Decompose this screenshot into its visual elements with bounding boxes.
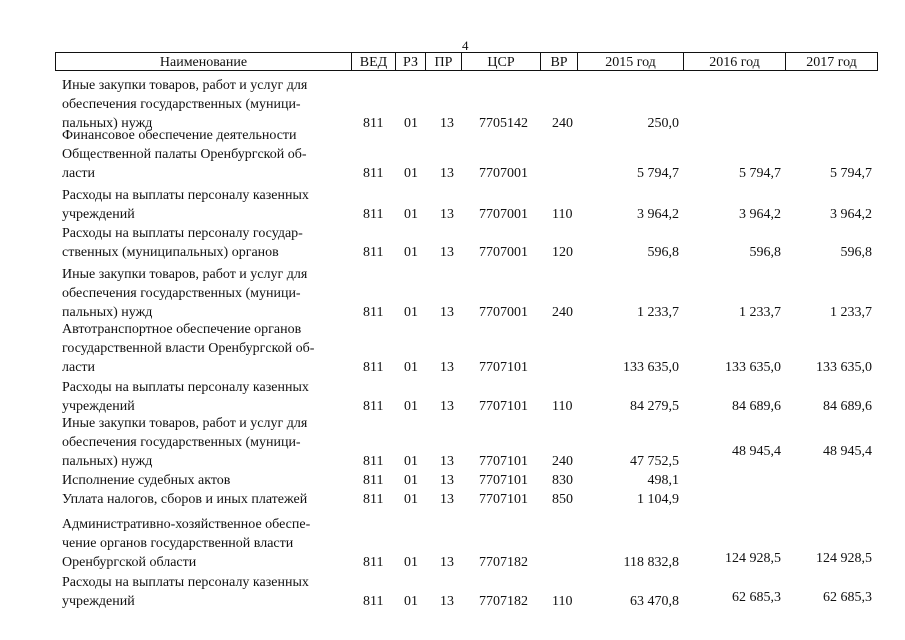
cell-csr: 7707001: [479, 305, 528, 320]
row-name-line: ласти: [62, 360, 96, 375]
cell-v2017: 596,8: [840, 245, 872, 260]
header-2017: 2017 год: [786, 53, 878, 71]
cell-vr: 850: [552, 492, 573, 507]
cell-ved: 811: [363, 555, 384, 570]
cell-v2017: 62 685,3: [823, 590, 872, 605]
cell-v2015: 5 794,7: [637, 166, 679, 181]
cell-v2016: 5 794,7: [739, 166, 781, 181]
cell-v2015: 47 752,5: [630, 454, 679, 469]
table-row: [0, 186, 905, 224]
cell-v2015: 596,8: [647, 245, 679, 260]
cell-pr: 13: [440, 492, 454, 507]
row-name-line: государственной власти Оренбургской об-: [62, 341, 315, 356]
cell-vr: 110: [552, 594, 573, 609]
row-name-line: Исполнение судебных актов: [62, 473, 231, 488]
cell-v2015: 498,1: [647, 473, 679, 488]
row-name: [62, 515, 347, 572]
row-name: [62, 490, 347, 509]
page-number: 4: [462, 38, 469, 53]
table-row: [0, 320, 905, 377]
cell-csr: 7707001: [479, 166, 528, 181]
cell-csr: 7707101: [479, 454, 528, 469]
cell-v2017: 124 928,5: [816, 551, 872, 566]
cell-pr: 13: [440, 555, 454, 570]
cell-v2015: 250,0: [647, 116, 679, 131]
cell-ved: 811: [363, 473, 384, 488]
cell-pr: 13: [440, 360, 454, 375]
cell-ved: 811: [363, 166, 384, 181]
cell-vr: 110: [552, 207, 573, 222]
cell-rz: 01: [404, 555, 418, 570]
cell-vr: 830: [552, 473, 573, 488]
row-name-line: обеспечения государственных (муници-: [62, 286, 301, 301]
table-row: [0, 265, 905, 322]
row-name-line: ласти: [62, 166, 96, 181]
header-2016: 2016 год: [684, 53, 786, 71]
cell-csr: 7707101: [479, 473, 528, 488]
table-row: [0, 76, 905, 133]
cell-ved: 811: [363, 360, 384, 375]
row-name-line: Расходы на выплаты персоналу казенных: [62, 380, 309, 395]
cell-vr: 240: [552, 116, 573, 131]
header-pr: ПР: [426, 53, 462, 71]
cell-v2016: 124 928,5: [725, 551, 781, 566]
table-row: [0, 471, 905, 490]
cell-v2017: 3 964,2: [830, 207, 872, 222]
table-row: [0, 515, 905, 572]
cell-ved: 811: [363, 116, 384, 131]
cell-rz: 01: [404, 473, 418, 488]
row-name-line: Расходы на выплаты персоналу казенных: [62, 575, 309, 590]
table-row: [0, 573, 905, 611]
row-name-line: Административно-хозяйственное обеспе-: [62, 517, 311, 532]
row-name-line: Иные закупки товаров, работ и услуг для: [62, 267, 308, 282]
header-2015: 2015 год: [578, 53, 684, 71]
row-name: [62, 76, 347, 133]
cell-pr: 13: [440, 166, 454, 181]
header-vr: ВР: [541, 53, 578, 71]
row-name-line: Автотранспортное обеспечение органов: [62, 322, 302, 337]
row-name-line: обеспечения государственных (муници-: [62, 97, 301, 112]
cell-rz: 01: [404, 166, 418, 181]
cell-rz: 01: [404, 492, 418, 507]
cell-rz: 01: [404, 207, 418, 222]
cell-v2017: 84 689,6: [823, 399, 872, 414]
cell-v2015: 1 233,7: [637, 305, 679, 320]
cell-v2016: 3 964,2: [739, 207, 781, 222]
row-name-line: Иные закупки товаров, работ и услуг для: [62, 416, 308, 431]
cell-csr: 7707001: [479, 245, 528, 260]
cell-rz: 01: [404, 305, 418, 320]
cell-pr: 13: [440, 245, 454, 260]
cell-pr: 13: [440, 594, 454, 609]
cell-vr: 240: [552, 305, 573, 320]
row-name: [62, 414, 347, 471]
cell-v2015: 3 964,2: [637, 207, 679, 222]
row-name: [62, 126, 347, 183]
header-ved: ВЕД: [352, 53, 396, 71]
row-name-line: ственных (муниципальных) органов: [62, 245, 279, 260]
row-name-line: пальных) нужд: [62, 305, 153, 320]
row-name-line: Общественной палаты Оренбургской об-: [62, 147, 307, 162]
row-name: [62, 573, 347, 611]
row-name: [62, 471, 347, 490]
cell-vr: 240: [552, 454, 573, 469]
row-name-line: обеспечения государственных (муници-: [62, 435, 301, 450]
cell-v2016: 133 635,0: [725, 360, 781, 375]
cell-pr: 13: [440, 207, 454, 222]
cell-csr: 7707101: [479, 399, 528, 414]
cell-v2017: 48 945,4: [823, 444, 872, 459]
cell-ved: 811: [363, 399, 384, 414]
cell-csr: 7707101: [479, 492, 528, 507]
cell-rz: 01: [404, 594, 418, 609]
table-row: [0, 414, 905, 471]
header-csr: ЦСР: [462, 53, 541, 71]
cell-v2016: 596,8: [749, 245, 781, 260]
row-name-line: учреждений: [62, 594, 135, 609]
cell-ved: 811: [363, 454, 384, 469]
cell-csr: 7707182: [479, 555, 528, 570]
row-name-line: учреждений: [62, 399, 135, 414]
row-name-line: пальных) нужд: [62, 116, 153, 131]
row-name: [62, 378, 347, 416]
cell-vr: 120: [552, 245, 573, 260]
table-row: [0, 126, 905, 183]
cell-pr: 13: [440, 399, 454, 414]
cell-rz: 01: [404, 399, 418, 414]
cell-csr: 7707182: [479, 594, 528, 609]
cell-pr: 13: [440, 116, 454, 131]
row-name: [62, 186, 347, 224]
cell-csr: 7707101: [479, 360, 528, 375]
cell-rz: 01: [404, 116, 418, 131]
table-header: [55, 52, 878, 71]
cell-ved: 811: [363, 245, 384, 260]
cell-ved: 811: [363, 207, 384, 222]
row-name: [62, 265, 347, 322]
header-rz: РЗ: [396, 53, 426, 71]
table-row: [0, 224, 905, 262]
table-row: [0, 378, 905, 416]
row-name-line: Оренбургской области: [62, 555, 197, 570]
cell-v2017: 1 233,7: [830, 305, 872, 320]
cell-rz: 01: [404, 360, 418, 375]
cell-v2015: 84 279,5: [630, 399, 679, 414]
table-row: [0, 490, 905, 509]
row-name-line: Уплата налогов, сборов и иных платежей: [62, 492, 308, 507]
cell-pr: 13: [440, 473, 454, 488]
header-name: Наименование: [56, 53, 352, 71]
cell-v2016: 1 233,7: [739, 305, 781, 320]
cell-v2015: 118 832,8: [623, 555, 679, 570]
cell-v2016: 62 685,3: [732, 590, 781, 605]
row-name: [62, 320, 347, 377]
cell-v2016: 48 945,4: [732, 444, 781, 459]
cell-rz: 01: [404, 245, 418, 260]
cell-pr: 13: [440, 305, 454, 320]
cell-csr: 7707001: [479, 207, 528, 222]
cell-csr: 7705142: [479, 116, 528, 131]
row-name-line: чение органов государственной власти: [62, 536, 294, 551]
cell-v2015: 1 104,9: [637, 492, 679, 507]
row-name-line: Расходы на выплаты персоналу государ-: [62, 226, 303, 241]
row-name-line: Иные закупки товаров, работ и услуг для: [62, 78, 308, 93]
cell-ved: 811: [363, 492, 384, 507]
cell-v2017: 5 794,7: [830, 166, 872, 181]
row-name-line: Финансовое обеспечение деятельности: [62, 128, 297, 143]
cell-v2016: 84 689,6: [732, 399, 781, 414]
row-name-line: пальных) нужд: [62, 454, 153, 469]
cell-v2017: 133 635,0: [816, 360, 872, 375]
cell-ved: 811: [363, 305, 384, 320]
row-name-line: учреждений: [62, 207, 135, 222]
cell-rz: 01: [404, 454, 418, 469]
cell-v2015: 133 635,0: [623, 360, 679, 375]
cell-ved: 811: [363, 594, 384, 609]
row-name: [62, 224, 347, 262]
cell-pr: 13: [440, 454, 454, 469]
cell-vr: 110: [552, 399, 573, 414]
cell-v2015: 63 470,8: [630, 594, 679, 609]
row-name-line: Расходы на выплаты персоналу казенных: [62, 188, 309, 203]
